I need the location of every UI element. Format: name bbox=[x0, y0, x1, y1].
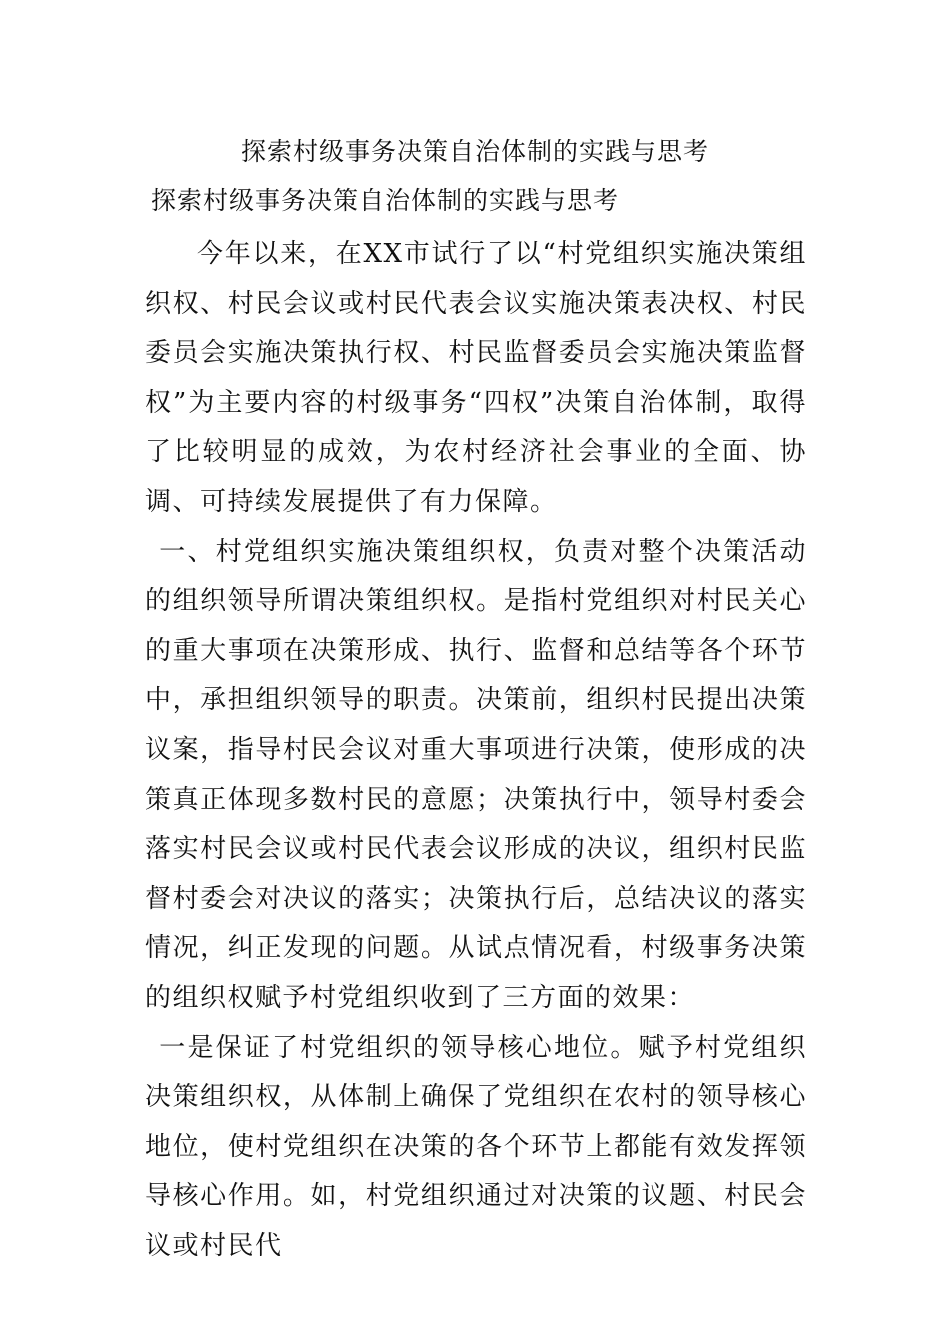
document-body bbox=[145, 230, 807, 1271]
document-subtitle: 探索村级事务决策自治体制的实践与思考 bbox=[151, 186, 620, 215]
paragraph-section-one: 一、村党组织实施决策组织权，负责对整个决策活动的组织领导所谓决策组织权。是指村党组织对村民关心的重大事项在决策形成、执行、监督和总结等各个环节中，承担组织领导的职责。决策前，组织村民提出决策议案，指导村民会议对重大事项进行决策，使形成的决策真正体现多数村民的意愿；决策执行中，领导村委会落实村民会议或村民代表会议形成的决议，组织村民监督村委会对决议的落实；决策执行后，总结决议的落实情况，纠正发现的问题。从试点情况看，村级事务决策的组织权赋予村党组织收到了三方面的效果： bbox=[145, 536, 807, 1013]
document-title: 探索村级事务决策自治体制的实践与思考 bbox=[240, 137, 709, 166]
paragraph-intro: 今年以来，在XX市试行了以“村党组织实施决策组织权、村民会议或村民代表会议实施决策表决权、村民委员会实施决策执行权、村民监督委员会实施决策监督权”为主要内容的村级事务“四权”决策自治体制，取得了比较明显的成效，为农村经济社会事业的全面、协调、可持续发展提供了有力保障。 bbox=[145, 239, 807, 517]
paragraph-point-one: 一是保证了村党组织的领导核心地位。赋予村党组织决策组织权，从体制上确保了党组织在农村的领导核心地位，使村党组织在决策的各个环节上都能有效发挥领导核心作用。如，村党组织通过对决策的议题、村民会议或村民代 bbox=[145, 1032, 807, 1261]
